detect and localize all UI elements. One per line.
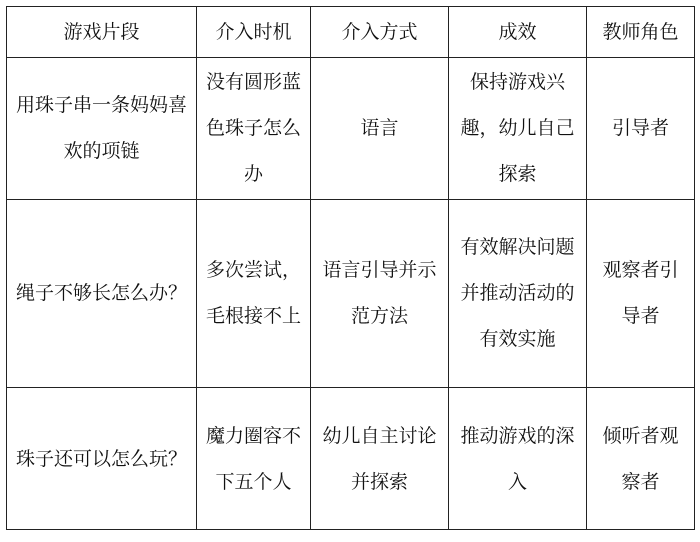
cell-game-segment: 用珠子串一条妈妈喜欢的项链 [7, 58, 197, 200]
header-teacher-role: 教师角色 [587, 7, 695, 58]
cell-intervention-timing: 多次尝试，毛根接不上 [197, 199, 311, 387]
intervention-table [6, 6, 695, 530]
table-row [7, 58, 695, 200]
header-effect: 成效 [449, 7, 587, 58]
cell-intervention-timing: 没有圆形蓝色珠子怎么办 [197, 58, 311, 200]
cell-teacher-role: 观察者引导者 [587, 199, 695, 387]
cell-intervention-timing: 魔力圈容不下五个人 [197, 388, 311, 530]
table-row [7, 199, 695, 387]
header-intervention-timing: 介入时机 [197, 7, 311, 58]
cell-teacher-role: 引导者 [587, 58, 695, 200]
cell-intervention-method: 语言 [311, 58, 449, 200]
cell-intervention-method: 语言引导并示范方法 [311, 199, 449, 387]
cell-game-segment: 绳子不够长怎么办？ [7, 199, 197, 387]
cell-effect: 有效解决问题并推动活动的有效实施 [449, 199, 587, 387]
cell-intervention-method: 幼儿自主讨论并探索 [311, 388, 449, 530]
table-row [7, 388, 695, 530]
cell-effect: 保持游戏兴趣，幼儿自己探索 [449, 58, 587, 200]
cell-game-segment: 珠子还可以怎么玩？ [7, 388, 197, 530]
table-header-row [7, 7, 695, 58]
cell-effect: 推动游戏的深入 [449, 388, 587, 530]
header-game-segment: 游戏片段 [7, 7, 197, 58]
cell-teacher-role: 倾听者观察者 [587, 388, 695, 530]
header-intervention-method: 介入方式 [311, 7, 449, 58]
